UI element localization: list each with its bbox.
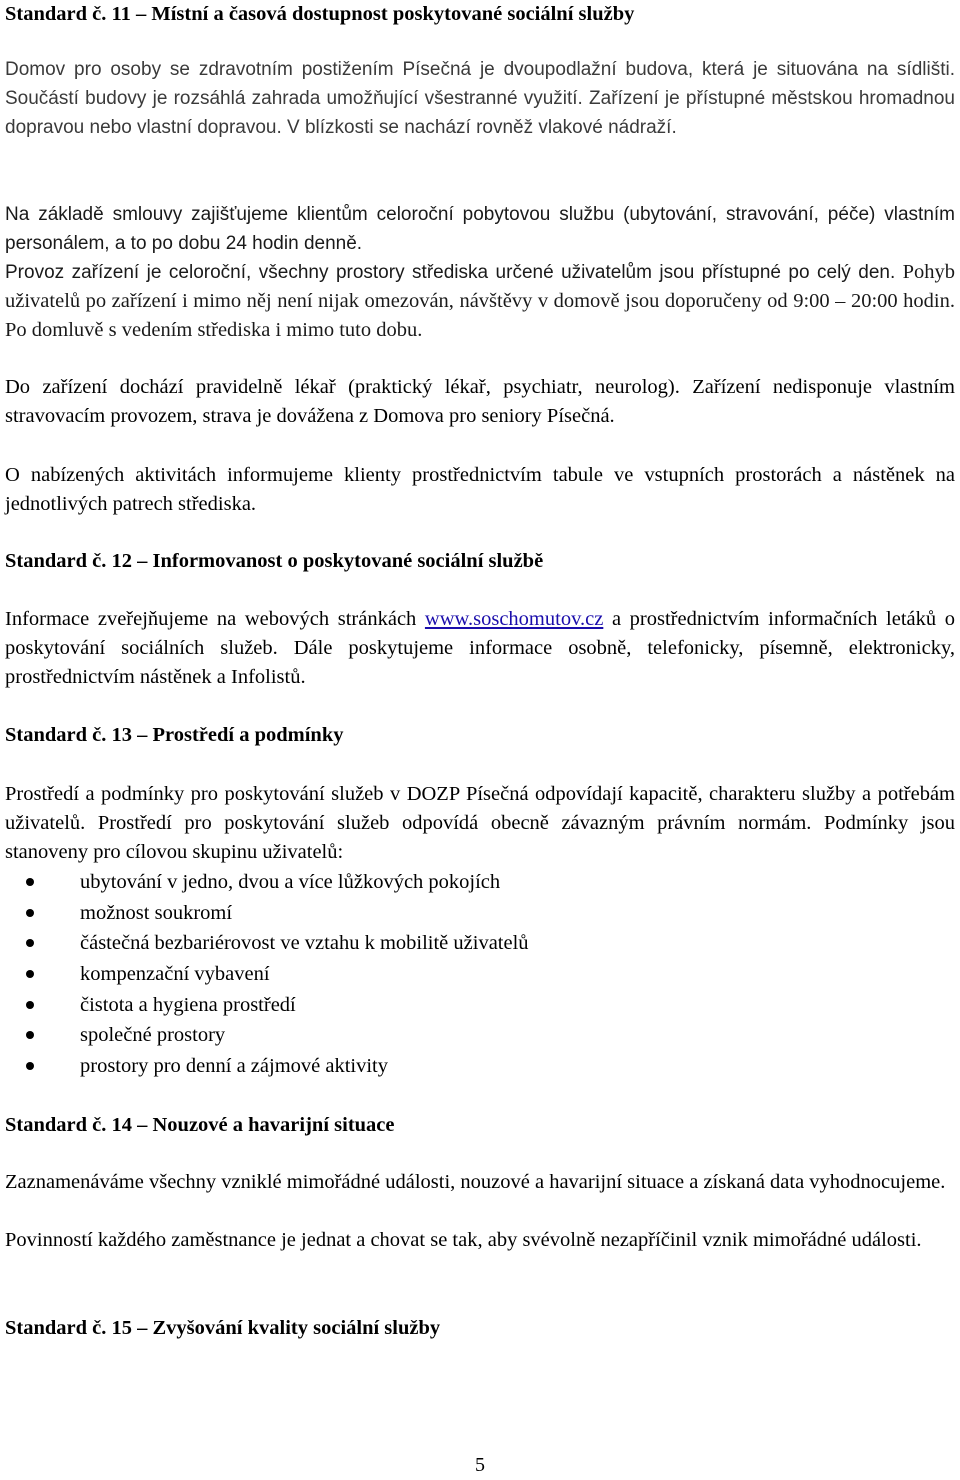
list-item: ubytování v jedno, dvou a více lůžkových pokojích xyxy=(5,867,955,898)
bullet-icon xyxy=(26,1062,34,1070)
list-item: možnost soukromí xyxy=(5,898,955,929)
website-link[interactable]: www.soschomutov.cz xyxy=(424,608,604,630)
standard-12-text-after-link: a prostřednictvím informačních letáků o poskytování sociálních služeb. Dále poskytujeme informace osobně, telefonicky, písemně, elektronicky, prostřednictvím nástěnek a Infolistů. xyxy=(5,608,955,688)
conditions-list xyxy=(5,867,955,1082)
page-number: 5 xyxy=(475,1454,485,1476)
list-item: prostory pro denní a zájmové aktivity xyxy=(5,1051,955,1082)
list-item: čistota a hygiena prostředí xyxy=(5,990,955,1021)
bullet-icon xyxy=(26,1001,34,1009)
standard-14-paragraph-1: Zaznamenáváme všechny vzniklé mimořádné události, nouzové a havarijní situace a získaná data vyhodnocujeme. xyxy=(5,1171,946,1193)
bullet-icon xyxy=(26,970,34,978)
bullet-icon xyxy=(26,909,34,917)
standard-11-paragraph-3b: Pohyb uživatelů po zařízení i mimo něj není nijak omezován, návštěvy v domově jsou doporučeny od 9:00 – 20:00 hodin. Po domluvě s vedením střediska i mimo tuto dobu. xyxy=(5,261,955,341)
bullet-icon xyxy=(26,939,34,947)
standard-15-heading: Standard č. 15 – Zvyšování kvality sociální služby xyxy=(5,1317,441,1339)
bullet-icon xyxy=(26,878,34,886)
standard-11-paragraph-3a: Provoz zařízení je celoroční, všechny prostory střediska určené uživatelům jsou přístupné po celý den. xyxy=(5,262,896,283)
standard-11-paragraph-2: Na základě smlouvy zajišťujeme klientům celoroční pobytovou službu (ubytování, stravování, péče) vlastním personálem, a to po dobu 24 hodin denně. xyxy=(5,204,955,254)
standard-13-heading: Standard č. 13 – Prostředí a podmínky xyxy=(5,724,344,746)
standard-13-paragraph-1: Prostředí a podmínky pro poskytování služeb v DOZP Písečná odpovídají kapacitě, charakteru služby a potřebám uživatelů. Prostředí pro poskytování služeb odpovídá obecně závazným právním normám. Podmínky jsou stanoveny pro cílovou skupinu uživatelů: xyxy=(5,783,955,863)
standard-11-paragraph-5: O nabízených aktivitách informujeme klienty prostřednictvím tabule ve vstupních prostorách a nástěnek na jednotlivých patrech střediska. xyxy=(5,464,955,515)
standard-12-text-before-link: Informace zveřejňujeme na webových stránkách xyxy=(5,608,425,630)
bullet-icon xyxy=(26,1031,34,1039)
standard-14-paragraph-2: Povinností každého zaměstnance je jednat a chovat se tak, aby svévolně nezapříčinil vznik mimořádné události. xyxy=(5,1229,922,1251)
list-item: společné prostory xyxy=(5,1020,955,1051)
standard-11-paragraph-1: Domov pro osoby se zdravotním postižením Písečná je dvoupodlažní budova, která je situována na sídlišti. Součástí budovy je rozsáhlá zahrada umožňující všestranné využití. Zařízení je přístupné městskou hromadnou dopravou nebo vlastní dopravou. V blízkosti se nachází rovněž vlakové nádraží. xyxy=(5,59,955,138)
standard-11-paragraph-3 xyxy=(5,258,955,345)
standard-12-heading: Standard č. 12 – Informovanost o poskytované sociální službě xyxy=(5,550,544,572)
list-item: kompenzační vybavení xyxy=(5,959,955,990)
standard-11-paragraph-4: Do zařízení dochází pravidelně lékař (praktický lékař, psychiatr, neurolog). Zařízení nedisponuje vlastním stravovacím provozem, strava je dovážena z Domova pro seniory Písečná. xyxy=(5,376,955,427)
standard-14-heading: Standard č. 14 – Nouzové a havarijní situace xyxy=(5,1114,395,1136)
standard-11-heading: Standard č. 11 – Místní a časová dostupnost poskytované sociální služby xyxy=(5,3,635,25)
list-item: částečná bezbariérovost ve vztahu k mobilitě uživatelů xyxy=(5,928,955,959)
standard-12-paragraph-1 xyxy=(5,605,955,692)
